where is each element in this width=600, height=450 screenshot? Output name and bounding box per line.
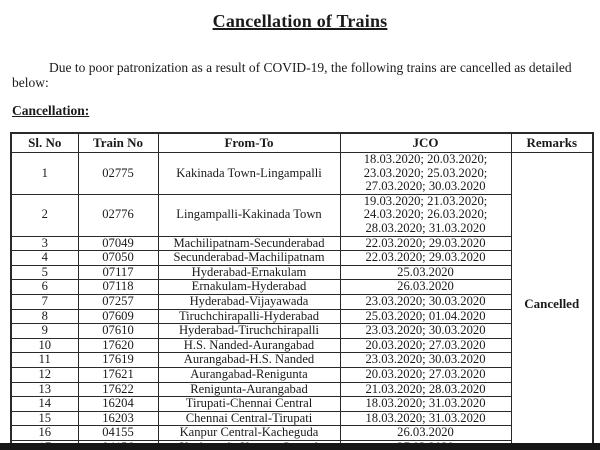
cell-jco: 25.03.2020 <box>340 265 511 280</box>
cell-from-to: Lingampalli-Kakinada Town <box>158 194 340 236</box>
cell-from-to: Tirupati-Chennai Central <box>158 397 340 412</box>
cell-train-no: 02776 <box>78 194 158 236</box>
table-row <box>11 153 593 195</box>
header-jco: JCO <box>340 133 511 153</box>
table-row <box>11 411 593 426</box>
cell-from-to: Chennai Central-Tirupati <box>158 411 340 426</box>
cell-sl-no: 3 <box>11 236 78 251</box>
cell-from-to: Aurangabad-Renigunta <box>158 367 340 382</box>
table-row <box>11 353 593 368</box>
table-row <box>11 382 593 397</box>
cell-sl-no: 6 <box>11 280 78 295</box>
cell-train-no: 07049 <box>78 236 158 251</box>
cell-sl-no: 13 <box>11 382 78 397</box>
cell-from-to: Kanpur Central-Kacheguda <box>158 426 340 441</box>
table-row <box>11 194 593 236</box>
header-from-to: From-To <box>158 133 340 153</box>
cell-sl-no: 11 <box>11 353 78 368</box>
header-sl-no: Sl. No <box>11 133 78 153</box>
table-row <box>11 251 593 266</box>
page-title: Cancellation of Trains <box>212 11 388 31</box>
cell-sl-no: 1 <box>11 153 78 195</box>
cell-train-no: 07118 <box>78 280 158 295</box>
cell-sl-no: 10 <box>11 338 78 353</box>
cancellation-section-heading: Cancellation: <box>12 103 90 118</box>
cell-from-to: Hyderabad-Vijayawada <box>158 294 340 309</box>
cell-from-to: Secunderabad-Machilipatnam <box>158 251 340 266</box>
cell-jco: 23.03.2020; 30.03.2020 <box>340 294 511 309</box>
table-row <box>11 367 593 382</box>
cell-from-to: Machilipatnam-Secunderabad <box>158 236 340 251</box>
table-row <box>11 294 593 309</box>
cell-train-no: 07050 <box>78 251 158 266</box>
cell-sl-no: 8 <box>11 309 78 324</box>
cell-jco: 23.03.2020; 30.03.2020 <box>340 353 511 368</box>
cell-from-to: Aurangabad-H.S. Nanded <box>158 353 340 368</box>
cell-sl-no: 14 <box>11 397 78 412</box>
cell-train-no: 07610 <box>78 324 158 339</box>
cell-jco: 22.03.2020; 29.03.2020 <box>340 251 511 266</box>
cell-train-no: 17620 <box>78 338 158 353</box>
cell-sl-no: 5 <box>11 265 78 280</box>
cell-sl-no: 9 <box>11 324 78 339</box>
cell-train-no: 17619 <box>78 353 158 368</box>
table-row <box>11 280 593 295</box>
cell-jco: 21.03.2020; 28.03.2020 <box>340 382 511 397</box>
cell-jco: 18.03.2020; 31.03.2020 <box>340 397 511 412</box>
cell-train-no: 07257 <box>78 294 158 309</box>
cell-jco: 18.03.2020; 31.03.2020 <box>340 411 511 426</box>
cell-from-to: Renigunta-Aurangabad <box>158 382 340 397</box>
cell-train-no: 16203 <box>78 411 158 426</box>
cell-sl-no: 12 <box>11 367 78 382</box>
cancellation-table <box>10 132 594 450</box>
table-row <box>11 426 593 441</box>
cell-jco: 26.03.2020 <box>340 280 511 295</box>
cell-jco: 18.03.2020; 20.03.2020; 23.03.2020; 25.03.2020; 27.03.2020; 30.03.2020 <box>340 153 511 195</box>
cell-from-to: Ernakulam-Hyderabad <box>158 280 340 295</box>
cell-jco: 22.03.2020; 29.03.2020 <box>340 236 511 251</box>
cell-train-no: 07609 <box>78 309 158 324</box>
cell-train-no: 16204 <box>78 397 158 412</box>
table-row <box>11 324 593 339</box>
bottom-bar <box>0 443 600 450</box>
table-body <box>11 153 593 450</box>
cell-from-to: Tiruchchirapalli-Hyderabad <box>158 309 340 324</box>
cell-train-no: 17622 <box>78 382 158 397</box>
intro-paragraph: Due to poor patronization as a result of COVID-19, the following trains are cancelled as detailed below: <box>12 60 572 90</box>
cell-jco: 25.03.2020; 01.04.2020 <box>340 309 511 324</box>
cell-from-to: Hyderabad-Ernakulam <box>158 265 340 280</box>
cell-train-no: 07117 <box>78 265 158 280</box>
cell-sl-no: 16 <box>11 426 78 441</box>
cell-jco: 19.03.2020; 21.03.2020; 24.03.2020; 26.03.2020; 28.03.2020; 31.03.2020 <box>340 194 511 236</box>
cell-jco: 20.03.2020; 27.03.2020 <box>340 338 511 353</box>
cell-sl-no: 2 <box>11 194 78 236</box>
table-row <box>11 338 593 353</box>
table-row <box>11 397 593 412</box>
cell-jco: 23.03.2020; 30.03.2020 <box>340 324 511 339</box>
cell-from-to: Kakinada Town-Lingampalli <box>158 153 340 195</box>
table-row <box>11 265 593 280</box>
cell-from-to: H.S. Nanded-Aurangabad <box>158 338 340 353</box>
cell-sl-no: 7 <box>11 294 78 309</box>
table-row <box>11 236 593 251</box>
remarks-merged-cell: Cancelled <box>511 153 593 450</box>
cell-train-no: 04155 <box>78 426 158 441</box>
cell-sl-no: 15 <box>11 411 78 426</box>
cell-jco: 20.03.2020; 27.03.2020 <box>340 367 511 382</box>
table-row <box>11 309 593 324</box>
table-header-row <box>11 133 593 153</box>
cell-jco: 26.03.2020 <box>340 426 511 441</box>
cell-sl-no: 4 <box>11 251 78 266</box>
cell-from-to: Hyderabad-Tiruchchirapalli <box>158 324 340 339</box>
cell-train-no: 02775 <box>78 153 158 195</box>
cell-train-no: 17621 <box>78 367 158 382</box>
header-train-no: Train No <box>78 133 158 153</box>
header-remarks: Remarks <box>511 133 593 153</box>
